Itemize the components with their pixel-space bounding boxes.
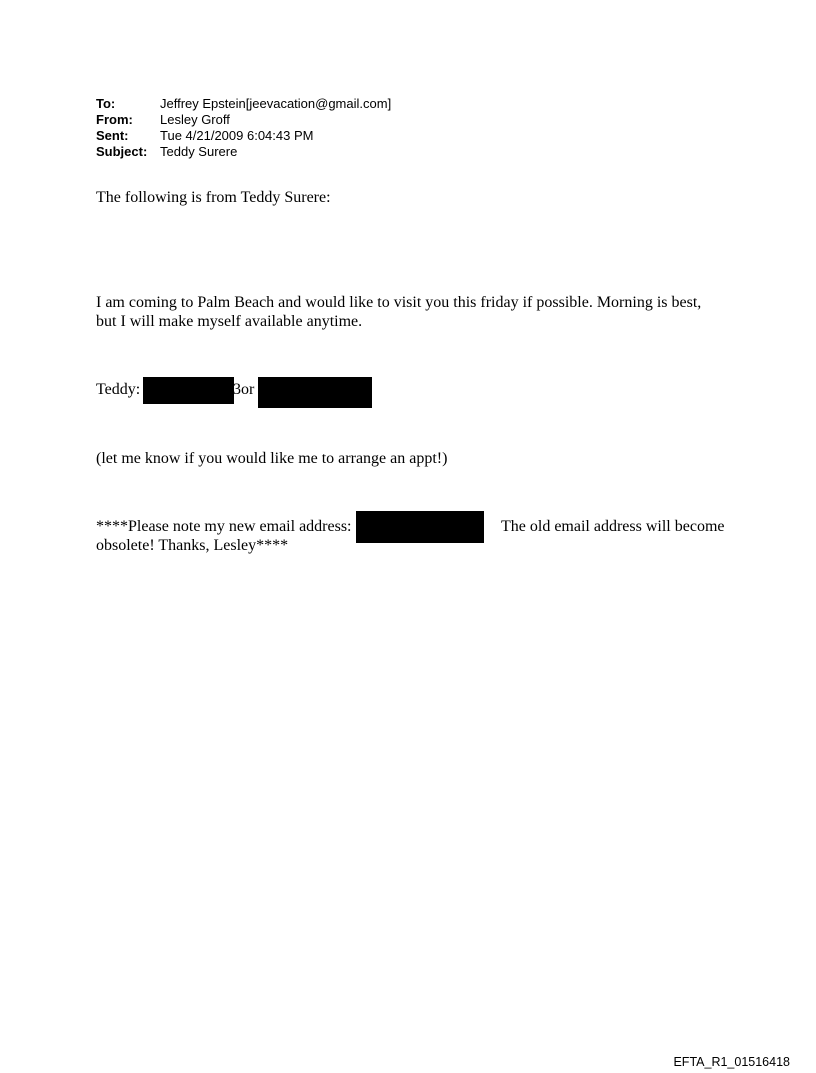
from-label: From: bbox=[96, 112, 133, 127]
subject-row bbox=[96, 144, 391, 160]
from-value: Lesley Groff bbox=[160, 112, 230, 127]
notice-part-1: ****Please note my new email address: bbox=[96, 518, 352, 535]
signoff-name: Teddy: bbox=[96, 381, 141, 398]
message-line-1: I am coming to Palm Beach and would like to visit you this friday if possible. Morning is best, bbox=[96, 294, 702, 311]
subject-label: Subject: bbox=[96, 144, 148, 159]
subject-value: Teddy Surere bbox=[160, 144, 238, 159]
to-value: Jeffrey Epstein[jeevacation@gmail.com] bbox=[160, 96, 392, 111]
message-line-2: but I will make myself available anytime. bbox=[96, 313, 363, 330]
redaction-box-phone-1 bbox=[143, 377, 234, 404]
sent-value: Tue 4/21/2009 6:04:43 PM bbox=[160, 128, 314, 143]
redaction-box-email bbox=[356, 511, 484, 543]
sent-label: Sent: bbox=[96, 128, 129, 143]
or-text: or bbox=[241, 381, 255, 398]
redaction-box-phone-2 bbox=[258, 377, 372, 408]
document-id: EFTA_R1_01516418 bbox=[673, 1055, 790, 1069]
email-header bbox=[96, 96, 391, 160]
appointment-note: (let me know if you would like me to arrange an appt!) bbox=[96, 450, 448, 467]
to-label: To: bbox=[96, 96, 116, 111]
notice-part-2: The old email address will become bbox=[501, 518, 725, 535]
intro-line: The following is from Teddy Surere: bbox=[96, 189, 331, 206]
to-row bbox=[96, 96, 391, 112]
notice-line-2: obsolete! Thanks, Lesley**** bbox=[96, 537, 289, 554]
sent-row bbox=[96, 128, 391, 144]
from-row bbox=[96, 112, 391, 128]
partial-character: 3 bbox=[233, 381, 241, 398]
